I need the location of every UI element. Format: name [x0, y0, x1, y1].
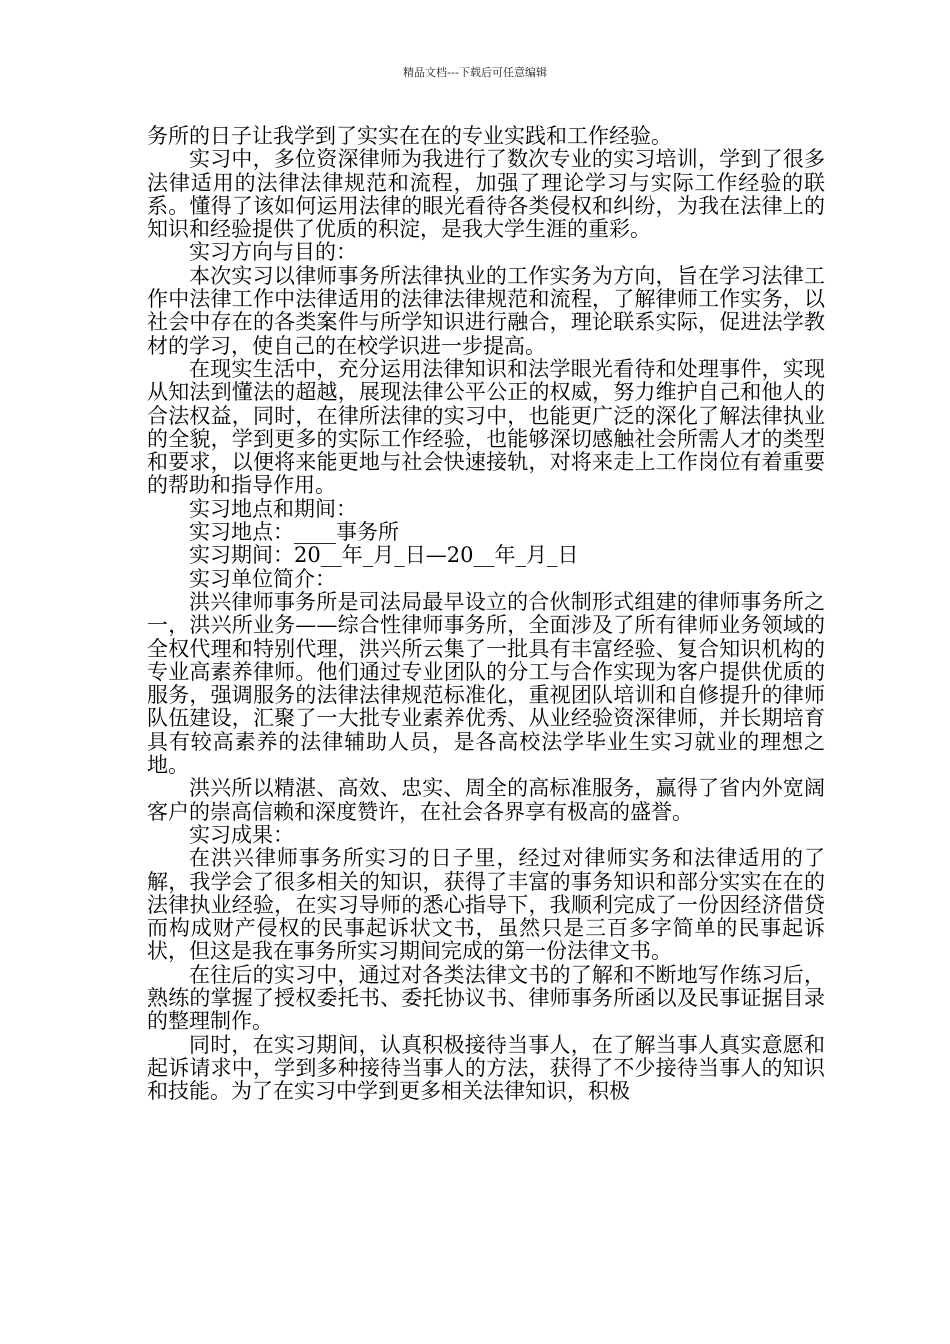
internship-location: 实习地点：____事务所 [189, 520, 399, 545]
paragraph: 在洪兴律师事务所实习的日子里，经过对律师实务和法律适用的了解，我学会了很多相关的知识，获得了丰富的事务知识和部分实实在在的法律执业经验，在实习导师的悉心指导下，我顺利完成了一份因经济借贷而构成财产侵权的民事起诉状文书，虽然只是三百多字简单的民事起诉状，但这是我在事务所实习期间完成的第一份法律文书。 [147, 846, 825, 964]
paragraph: 洪兴律师事务所是司法局最早设立的合伙制形式组建的律师事务所之一，洪兴所业务——综合性律师事务所，全面涉及了所有律师业务领域的全权代理和特别代理，洪兴所云集了一批具有丰富经验、复合知识机构的专业高素养律师。他们通过专业团队的分工与合作实现为客户提供优质的服务，强调服务的法律法律规范标准化，重视团队培训和自修提升的律师队伍建设，汇聚了一大批专业素养优秀、从业经验资深律师，并长期培育具有较高素养的法律辅助人员，是各高校法学毕业生实习就业的理想之地。 [147, 589, 825, 778]
page-header: 精品文档---下载后可任意编辑 [403, 66, 547, 79]
paragraph: 本次实习以律师事务所法律执业的工作实务为方向，旨在学习法律工作中法律工作中法律适用的法律法律规范和流程，了解律师工作实务，以社会中存在的各类案件与所学知识进行融合，理论联系实际，促进法学教材的学习，使自己的在校学识进一步提高。 [147, 263, 825, 358]
paragraph: 实习中，多位资深律师为我进行了数次专业的实习培训，学到了很多法律适用的法律法律规范和流程，加强了理论学习与实际工作经验的联系。懂得了该如何运用法律的眼光看待各类侵权和纠纷，为我在法律上的知识和经验提供了优质的积淀，是我大学生涯的重彩。 [147, 147, 825, 242]
paragraph: 同时，在实习期间，认真积极接待当事人，在了解当事人真实意愿和起诉请求中，学到多种接待当事人的方法，获得了不少接待当事人的知识和技能。为了在实习中学到更多相关法律知识，积极 [147, 1032, 825, 1104]
section-heading: 实习单位简介： [189, 566, 336, 591]
paragraph: 在现实生活中，充分运用法律知识和法学眼光看待和处理事件，实现从知法到懂法的超越，展现法律公平公正的权威，努力维护自己和他人的合法权益，同时，在律所法律的实习中，也能更广泛的深化了解法律执业的全貌，学到更多的实际工作经验，也能够深切感触社会所需人才的类型和要求，以便将来能更地与社会快速接轨，对将来走上工作岗位有着重要的帮助和指导作用。 [147, 356, 825, 498]
section-heading: 实习地点和期间： [189, 496, 357, 521]
section-heading: 实习方向与目的： [189, 240, 357, 265]
internship-period: 实习期间：20__年_月_日—20__年_月_日 [189, 543, 579, 568]
paragraph: 务所的日子让我学到了实实在在的专业实践和工作经验。 [147, 124, 672, 148]
paragraph: 洪兴所以精湛、高效、忠实、周全的高标准服务，赢得了省内外宽阔客户的崇高信赖和深度赞许，在社会各界享有极高的盛誉。 [147, 776, 825, 824]
paragraph: 在往后的实习中，通过对各类法律文书的了解和不断地写作练习后，熟练的掌握了授权委托书、委托协议书、律师事务所函以及民事证据目录的整理制作。 [147, 962, 825, 1034]
section-heading: 实习成果： [189, 822, 294, 847]
document-body [147, 125, 825, 1103]
